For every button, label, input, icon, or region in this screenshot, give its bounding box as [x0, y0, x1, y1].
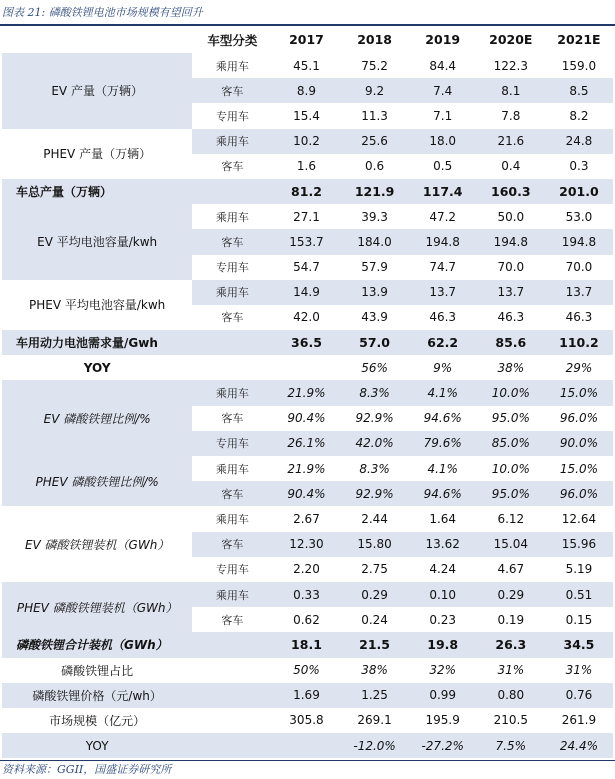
table-row [2, 708, 613, 733]
cell [272, 355, 340, 380]
table-row [2, 456, 613, 481]
cell: 38% [497, 360, 525, 375]
cell: 43.9 [361, 310, 388, 325]
cell: 18.1 [291, 637, 322, 653]
cell: 2.20 [293, 562, 320, 577]
cell: 85.0% [491, 436, 530, 451]
vehicle-type: 专用车 [215, 563, 249, 577]
cell: 0.51 [565, 587, 593, 602]
cell: 0.4 [501, 159, 521, 174]
vehicle-type [192, 733, 272, 758]
header-year: 2019 [425, 32, 461, 47]
cell: 0.99 [429, 688, 457, 703]
group-label: EV 磷酸铁锂装机（GWh） [2, 506, 192, 582]
group-label: 磷酸铁锂占比 [61, 663, 134, 678]
vehicle-type: 乘用车 [215, 588, 249, 602]
cell: 153.7 [289, 234, 324, 249]
cell: 13.7 [429, 285, 457, 300]
cell: 1.6 [296, 159, 317, 174]
cell: 24.8 [565, 134, 593, 149]
cell: 11.3 [361, 108, 388, 123]
group-label: PHEV 磷酸铁锂装机（GWh） [16, 600, 178, 615]
group-label: PHEV 产量（万辆） [2, 129, 192, 179]
cell: 39.3 [361, 209, 388, 224]
cell: 62.2 [427, 335, 459, 351]
cell: 0.33 [293, 587, 320, 602]
cell: 0.23 [429, 612, 457, 627]
header-year: 2021E [557, 32, 601, 47]
cell: 0.15 [565, 612, 593, 627]
cell: 21.9% [287, 461, 326, 476]
cell: 31% [497, 663, 525, 678]
vehicle-type [192, 355, 272, 380]
vehicle-type: 客车 [221, 160, 244, 174]
cell: 0.3 [569, 159, 589, 174]
cell: 27.1 [293, 209, 320, 224]
cell: 0.19 [497, 612, 525, 627]
cell: 13.9 [361, 285, 388, 300]
cell: 1.69 [293, 688, 320, 703]
cell: 54.7 [293, 260, 320, 275]
group-label: 磷酸铁锂价格（元/wh） [32, 688, 162, 703]
vehicle-type: 客车 [221, 487, 244, 501]
cell: 21.9% [287, 386, 326, 401]
cell: 42.0% [355, 436, 394, 451]
vehicle-type: 客车 [221, 235, 244, 249]
cell: 121.9 [354, 184, 395, 200]
cell: 95.0% [491, 486, 530, 501]
cell: 95.0% [491, 411, 530, 426]
cell: 10.0% [491, 386, 530, 401]
cell: 0.62 [293, 612, 320, 627]
cell: 90.0% [559, 436, 598, 451]
cell: 92.9% [355, 486, 394, 501]
vehicle-type: 客车 [221, 311, 244, 325]
cell: 38% [361, 663, 388, 678]
table-row [2, 53, 613, 78]
cell: 0.29 [361, 587, 388, 602]
cell: 92.9% [355, 411, 394, 426]
cell: 96.0% [559, 486, 598, 501]
cell: 7.5% [495, 738, 527, 753]
vehicle-type: 客车 [221, 84, 244, 98]
cell: 53.0 [565, 209, 593, 224]
group-label: EV 平均电池容量/kwh [2, 204, 192, 280]
cell: 19.8 [427, 637, 459, 653]
group-label: YOY [85, 738, 109, 753]
vehicle-type: 乘用车 [215, 462, 249, 476]
cell: 46.3 [565, 310, 593, 325]
cell: 6.12 [497, 511, 525, 526]
table-row [2, 330, 613, 355]
cell: 0.5 [433, 159, 453, 174]
cell: 194.8 [493, 234, 528, 249]
cell: 8.3% [359, 386, 390, 401]
cell: 184.0 [357, 234, 392, 249]
cell: 94.6% [423, 411, 462, 426]
cell: 160.3 [491, 184, 531, 200]
cell: 0.10 [429, 587, 457, 602]
group-label: EV 磷酸铁锂比例/% [43, 411, 151, 426]
cell: 305.8 [289, 713, 324, 728]
header-year: 2020E [489, 32, 533, 47]
table-row [2, 355, 613, 380]
cell: 81.2 [291, 184, 322, 200]
cell: 29% [565, 360, 593, 375]
cell: 0.24 [361, 612, 388, 627]
cell: 4.24 [429, 562, 457, 577]
vehicle-type: 乘用车 [215, 387, 249, 401]
header-type: 车型分类 [207, 32, 258, 48]
vehicle-type: 客车 [221, 613, 244, 627]
cell: -12.0% [353, 738, 396, 753]
cell: 8.9 [296, 83, 317, 98]
group-label: 车总产量（万辆） [16, 185, 113, 200]
cell: 7.4 [433, 83, 453, 98]
cell: 57.9 [361, 260, 388, 275]
cell: 47.2 [429, 209, 457, 224]
cell: 195.9 [425, 713, 460, 728]
cell: 32% [429, 663, 457, 678]
cell: 4.1% [427, 386, 458, 401]
cell: 18.0 [429, 134, 457, 149]
cell: 122.3 [493, 58, 528, 73]
figure-caption: 图表 21: 磷酸铁锂电池市场规模有望回升 [0, 2, 615, 26]
lfp-market-table [2, 26, 613, 758]
cell: 2.67 [293, 511, 320, 526]
cell: 34.5 [563, 637, 595, 653]
cell: 14.9 [293, 285, 320, 300]
cell: 10.0% [491, 461, 530, 476]
vehicle-type: 乘用车 [215, 135, 249, 149]
cell: 70.0 [565, 260, 593, 275]
cell: 21.5 [359, 637, 390, 653]
cell: 9% [433, 360, 453, 375]
table-row [2, 129, 613, 154]
cell: 2.75 [361, 562, 388, 577]
cell: 56% [361, 360, 388, 375]
vehicle-type: 乘用车 [215, 59, 249, 73]
cell: 46.3 [497, 310, 525, 325]
vehicle-type: 专用车 [215, 109, 249, 123]
cell: 110.2 [559, 335, 599, 351]
group-label: 市场规模（亿元） [49, 713, 146, 728]
cell: 117.4 [422, 184, 463, 200]
cell: 0.29 [497, 587, 525, 602]
cell: 0.76 [565, 688, 593, 703]
cell: 0.6 [365, 159, 385, 174]
vehicle-type: 客车 [221, 412, 244, 426]
group-label: PHEV 磷酸铁锂比例/% [2, 456, 192, 506]
cell: 7.1 [433, 108, 453, 123]
cell: -27.2% [421, 738, 464, 753]
cell: 10.2 [293, 134, 320, 149]
cell: 84.4 [429, 58, 457, 73]
cell: 1.25 [361, 688, 388, 703]
cell: 15.0% [559, 461, 598, 476]
header-year: 2017 [289, 32, 324, 47]
vehicle-type [192, 179, 272, 204]
cell: 57.0 [359, 335, 390, 351]
cell: 8.3% [359, 461, 390, 476]
vehicle-type [192, 708, 272, 733]
cell: 7.8 [501, 108, 521, 123]
table-row [2, 380, 613, 405]
cell: 15.0% [559, 386, 598, 401]
cell: 21.6 [497, 134, 525, 149]
cell: 1.64 [429, 511, 457, 526]
cell: 25.6 [361, 134, 388, 149]
table-row [2, 632, 613, 657]
group-label: PHEV 平均电池容量/kwh [2, 280, 192, 330]
cell: 15.4 [293, 108, 320, 123]
cell: 9.2 [365, 83, 385, 98]
cell: 194.8 [425, 234, 460, 249]
cell: 8.5 [569, 83, 589, 98]
table-row [2, 506, 613, 531]
cell: 26.1% [287, 436, 326, 451]
header-row [2, 26, 613, 53]
cell: 13.7 [565, 285, 593, 300]
cell: 4.1% [427, 461, 458, 476]
cell: 12.30 [289, 537, 324, 552]
cell: 45.1 [293, 58, 320, 73]
cell: 90.4% [287, 411, 326, 426]
cell: 5.19 [565, 562, 593, 577]
vehicle-type: 专用车 [215, 437, 249, 451]
table-row [2, 179, 613, 204]
cell: 210.5 [493, 713, 528, 728]
table-row [2, 280, 613, 305]
cell [272, 733, 340, 758]
cell: 26.3 [495, 637, 527, 653]
cell: 90.4% [287, 486, 326, 501]
vehicle-type [192, 658, 272, 683]
group-label: 车用动力电池需求量/Gwh [16, 336, 158, 351]
vehicle-type: 专用车 [215, 261, 249, 275]
cell: 12.64 [561, 511, 597, 526]
header-blank [2, 26, 192, 53]
cell: 31% [565, 663, 593, 678]
cell: 194.8 [561, 234, 597, 249]
cell: 79.6% [423, 436, 462, 451]
header-year: 2018 [357, 32, 392, 47]
group-label: YOY [83, 360, 111, 375]
vehicle-type: 乘用车 [215, 286, 249, 300]
cell: 75.2 [361, 58, 388, 73]
table-row [2, 733, 613, 758]
cell: 36.5 [291, 335, 322, 351]
cell: 24.4% [559, 738, 598, 753]
cell: 74.7 [429, 260, 457, 275]
cell: 269.1 [357, 713, 392, 728]
cell: 4.67 [497, 562, 525, 577]
vehicle-type [192, 632, 272, 657]
cell: 46.3 [429, 310, 457, 325]
cell: 94.6% [423, 486, 462, 501]
group-label: 磷酸铁锂合计装机（GWh） [16, 638, 168, 653]
table-row [2, 204, 613, 229]
cell: 13.62 [425, 537, 460, 552]
table-row [2, 658, 613, 683]
vehicle-type [192, 683, 272, 708]
vehicle-type: 乘用车 [215, 512, 249, 526]
cell: 70.0 [497, 260, 525, 275]
cell: 8.1 [501, 83, 521, 98]
cell: 0.80 [497, 688, 525, 703]
cell: 261.9 [561, 713, 597, 728]
table-row [2, 582, 613, 607]
vehicle-type: 客车 [221, 538, 244, 552]
cell: 15.96 [561, 537, 597, 552]
vehicle-type: 乘用车 [215, 210, 249, 224]
cell: 96.0% [559, 411, 598, 426]
group-label: EV 产量（万辆） [2, 53, 192, 129]
cell: 13.7 [497, 285, 525, 300]
cell: 50% [293, 663, 320, 678]
vehicle-type [192, 330, 272, 355]
cell: 159.0 [561, 58, 597, 73]
cell: 15.04 [493, 537, 528, 552]
cell: 42.0 [293, 310, 320, 325]
cell: 15.80 [357, 537, 392, 552]
cell: 85.6 [495, 335, 527, 351]
table-row [2, 683, 613, 708]
cell: 2.44 [361, 511, 388, 526]
cell: 8.2 [569, 108, 589, 123]
cell: 50.0 [497, 209, 525, 224]
source-note: 资料来源：GGII，国盛证券研究所 [0, 760, 615, 779]
cell: 201.0 [559, 184, 599, 200]
